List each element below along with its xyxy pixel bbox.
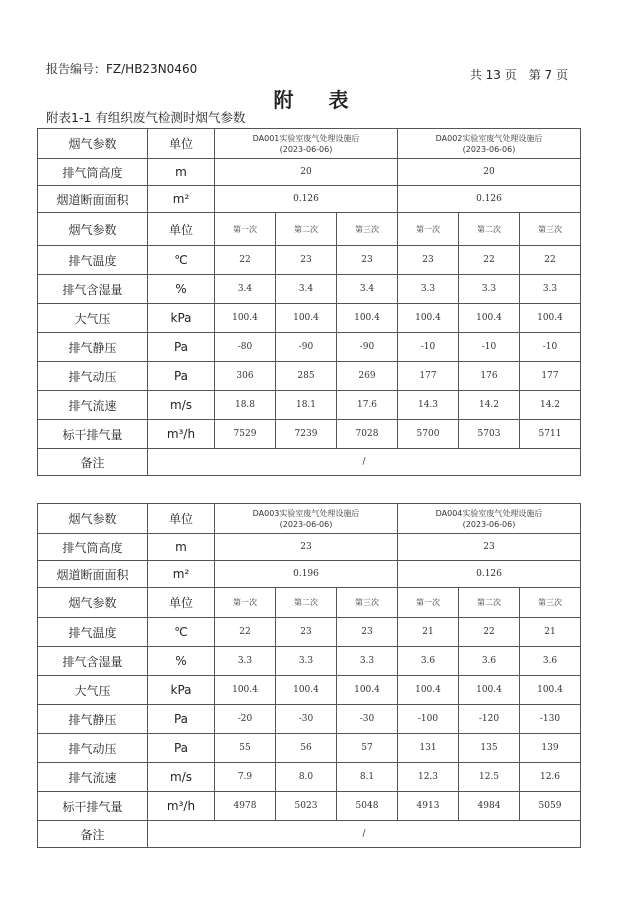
- cell: 23: [276, 246, 337, 275]
- cell: 177: [398, 362, 459, 391]
- row-label: 排气流速: [38, 391, 148, 420]
- cell: 7.9: [215, 763, 276, 792]
- section-area-left: 0.126: [215, 186, 398, 213]
- cell: 3.3: [215, 647, 276, 676]
- stack-height-row: [38, 159, 581, 186]
- cell: 12.5: [459, 763, 520, 792]
- cell: 18.8: [215, 391, 276, 420]
- stack-height-right: 23: [398, 534, 581, 561]
- cell: 17.6: [337, 391, 398, 420]
- cell: 139: [520, 734, 581, 763]
- row-label: 排气温度: [38, 618, 148, 647]
- row-unit: kPa: [148, 676, 215, 705]
- cell: 3.3: [459, 275, 520, 304]
- header-unit: 单位: [148, 504, 215, 534]
- cell: 5048: [337, 792, 398, 821]
- row-unit: Pa: [148, 362, 215, 391]
- cell: 22: [215, 618, 276, 647]
- cell: 12.6: [520, 763, 581, 792]
- cell: 177: [520, 362, 581, 391]
- cell: -10: [459, 333, 520, 362]
- remark-row: [38, 449, 581, 476]
- cell: 7529: [215, 420, 276, 449]
- cell: 306: [215, 362, 276, 391]
- run-header-cell: 第三次: [337, 213, 398, 246]
- remark-row: [38, 821, 581, 848]
- cell: 4978: [215, 792, 276, 821]
- cell: 100.4: [276, 304, 337, 333]
- table-row: [38, 618, 581, 647]
- cell: 100.4: [215, 304, 276, 333]
- cell: 5703: [459, 420, 520, 449]
- cell: -90: [337, 333, 398, 362]
- run-header-cell: 单位: [148, 213, 215, 246]
- remark-label: 备注: [38, 821, 148, 848]
- row-label: 烟道断面面积: [38, 561, 148, 588]
- table-row: [38, 275, 581, 304]
- remark-value: /: [148, 449, 581, 476]
- cell: 3.4: [337, 275, 398, 304]
- site-da002: DA002实验室废气处理设施后 (2023-06-06): [398, 129, 581, 159]
- row-label: 排气筒高度: [38, 534, 148, 561]
- remark-value: /: [148, 821, 581, 848]
- report-number: 报告编号：FZ/HB23N0460: [46, 62, 198, 76]
- stack-height-left: 23: [215, 534, 398, 561]
- cell: 12.3: [398, 763, 459, 792]
- site-header-row: [38, 129, 581, 159]
- row-unit: m³/h: [148, 420, 215, 449]
- run-header-cell: 第三次: [520, 588, 581, 618]
- cell: 14.2: [459, 391, 520, 420]
- table-row: [38, 734, 581, 763]
- row-label: 标干排气量: [38, 792, 148, 821]
- table-row: [38, 333, 581, 362]
- cell: 14.2: [520, 391, 581, 420]
- cell: 4984: [459, 792, 520, 821]
- stack-height-left: 20: [215, 159, 398, 186]
- run-header-cell: 第二次: [276, 213, 337, 246]
- page-counter: 共 13 页 第 7 页: [469, 68, 568, 82]
- cell: 5059: [520, 792, 581, 821]
- flue-gas-table-1: [37, 128, 581, 476]
- table-caption: 附表1-1 有组织废气检测时烟气参数: [46, 110, 246, 125]
- cell: 57: [337, 734, 398, 763]
- cell: 56: [276, 734, 337, 763]
- row-unit: m/s: [148, 763, 215, 792]
- row-unit: ℃: [148, 246, 215, 275]
- cell: 3.6: [398, 647, 459, 676]
- row-label: 排气动压: [38, 362, 148, 391]
- cell: 23: [276, 618, 337, 647]
- table-row: [38, 304, 581, 333]
- cell: 22: [520, 246, 581, 275]
- cell: 3.3: [276, 647, 337, 676]
- row-label: 排气含湿量: [38, 275, 148, 304]
- cell: 3.6: [520, 647, 581, 676]
- row-unit: kPa: [148, 304, 215, 333]
- cell: 100.4: [459, 676, 520, 705]
- cell: 131: [398, 734, 459, 763]
- table-row: [38, 792, 581, 821]
- cell: 3.3: [337, 647, 398, 676]
- remark-label: 备注: [38, 449, 148, 476]
- row-label: 排气静压: [38, 705, 148, 734]
- stack-height-right: 20: [398, 159, 581, 186]
- run-header-cell: 单位: [148, 588, 215, 618]
- row-unit: %: [148, 647, 215, 676]
- row-unit: m³/h: [148, 792, 215, 821]
- cell: 3.3: [520, 275, 581, 304]
- row-label: 标干排气量: [38, 420, 148, 449]
- row-label: 排气温度: [38, 246, 148, 275]
- cell: 176: [459, 362, 520, 391]
- cell: 100.4: [337, 304, 398, 333]
- table-row: [38, 246, 581, 275]
- row-unit: Pa: [148, 705, 215, 734]
- row-unit: Pa: [148, 734, 215, 763]
- cell: 5023: [276, 792, 337, 821]
- flue-gas-table-2: [37, 503, 581, 848]
- site-header-row: [38, 504, 581, 534]
- cell: 100.4: [398, 676, 459, 705]
- cell: -90: [276, 333, 337, 362]
- cell: 100.4: [276, 676, 337, 705]
- cell: -80: [215, 333, 276, 362]
- row-unit: %: [148, 275, 215, 304]
- cell: 3.4: [276, 275, 337, 304]
- cell: -100: [398, 705, 459, 734]
- table-row: [38, 705, 581, 734]
- row-label: 排气流速: [38, 763, 148, 792]
- cell: 22: [215, 246, 276, 275]
- run-header-cell: 第三次: [337, 588, 398, 618]
- section-area-row: [38, 186, 581, 213]
- cell: 100.4: [459, 304, 520, 333]
- row-unit: Pa: [148, 333, 215, 362]
- run-header-cell: 第一次: [398, 213, 459, 246]
- cell: 3.4: [215, 275, 276, 304]
- cell: 7028: [337, 420, 398, 449]
- run-header-cell: 第一次: [215, 588, 276, 618]
- cell: 100.4: [215, 676, 276, 705]
- row-unit: m/s: [148, 391, 215, 420]
- table-row: [38, 420, 581, 449]
- run-header-row: [38, 588, 581, 618]
- site-da001: DA001实验室废气处理设施后 (2023-06-06): [215, 129, 398, 159]
- section-area-right: 0.126: [398, 186, 581, 213]
- row-label: 大气压: [38, 304, 148, 333]
- cell: 100.4: [520, 676, 581, 705]
- cell: 100.4: [337, 676, 398, 705]
- cell: 23: [337, 618, 398, 647]
- page-title: 附 表: [273, 88, 363, 112]
- cell: 22: [459, 246, 520, 275]
- cell: 8.0: [276, 763, 337, 792]
- table-row: [38, 763, 581, 792]
- cell: 135: [459, 734, 520, 763]
- cell: -30: [276, 705, 337, 734]
- cell: -30: [337, 705, 398, 734]
- cell: 4913: [398, 792, 459, 821]
- row-unit: ℃: [148, 618, 215, 647]
- table-row: [38, 362, 581, 391]
- section-area-row: [38, 561, 581, 588]
- cell: 23: [337, 246, 398, 275]
- cell: 21: [520, 618, 581, 647]
- site-da003: DA003实验室废气处理设施后 (2023-06-06): [215, 504, 398, 534]
- header-param: 烟气参数: [38, 129, 148, 159]
- cell: -20: [215, 705, 276, 734]
- row-label: 烟道断面面积: [38, 186, 148, 213]
- run-header-cell: 第二次: [459, 588, 520, 618]
- section-area-left: 0.196: [215, 561, 398, 588]
- row-unit: m²: [148, 186, 215, 213]
- cell: 100.4: [520, 304, 581, 333]
- run-header-cell: 第三次: [520, 213, 581, 246]
- cell: -10: [520, 333, 581, 362]
- cell: -10: [398, 333, 459, 362]
- run-header-cell: 烟气参数: [38, 213, 148, 246]
- row-label: 排气筒高度: [38, 159, 148, 186]
- run-header-row: [38, 213, 581, 246]
- table-row: [38, 676, 581, 705]
- row-unit: m: [148, 534, 215, 561]
- section-area-right: 0.126: [398, 561, 581, 588]
- run-header-cell: 第二次: [459, 213, 520, 246]
- cell: 5711: [520, 420, 581, 449]
- cell: 22: [459, 618, 520, 647]
- cell: 269: [337, 362, 398, 391]
- run-header-cell: 烟气参数: [38, 588, 148, 618]
- cell: 3.3: [398, 275, 459, 304]
- cell: -130: [520, 705, 581, 734]
- cell: 7239: [276, 420, 337, 449]
- row-label: 排气动压: [38, 734, 148, 763]
- row-label: 排气含湿量: [38, 647, 148, 676]
- cell: 18.1: [276, 391, 337, 420]
- cell: 23: [398, 246, 459, 275]
- run-header-cell: 第一次: [215, 213, 276, 246]
- cell: 55: [215, 734, 276, 763]
- cell: 100.4: [398, 304, 459, 333]
- row-unit: m: [148, 159, 215, 186]
- header-param: 烟气参数: [38, 504, 148, 534]
- stack-height-row: [38, 534, 581, 561]
- cell: 5700: [398, 420, 459, 449]
- cell: 285: [276, 362, 337, 391]
- table-row: [38, 647, 581, 676]
- run-header-cell: 第一次: [398, 588, 459, 618]
- cell: 8.1: [337, 763, 398, 792]
- header-unit: 单位: [148, 129, 215, 159]
- cell: 3.6: [459, 647, 520, 676]
- run-header-cell: 第二次: [276, 588, 337, 618]
- row-label: 排气静压: [38, 333, 148, 362]
- cell: -120: [459, 705, 520, 734]
- cell: 21: [398, 618, 459, 647]
- row-label: 大气压: [38, 676, 148, 705]
- row-unit: m²: [148, 561, 215, 588]
- cell: 14.3: [398, 391, 459, 420]
- table-row: [38, 391, 581, 420]
- site-da004: DA004实验室废气处理设施后 (2023-06-06): [398, 504, 581, 534]
